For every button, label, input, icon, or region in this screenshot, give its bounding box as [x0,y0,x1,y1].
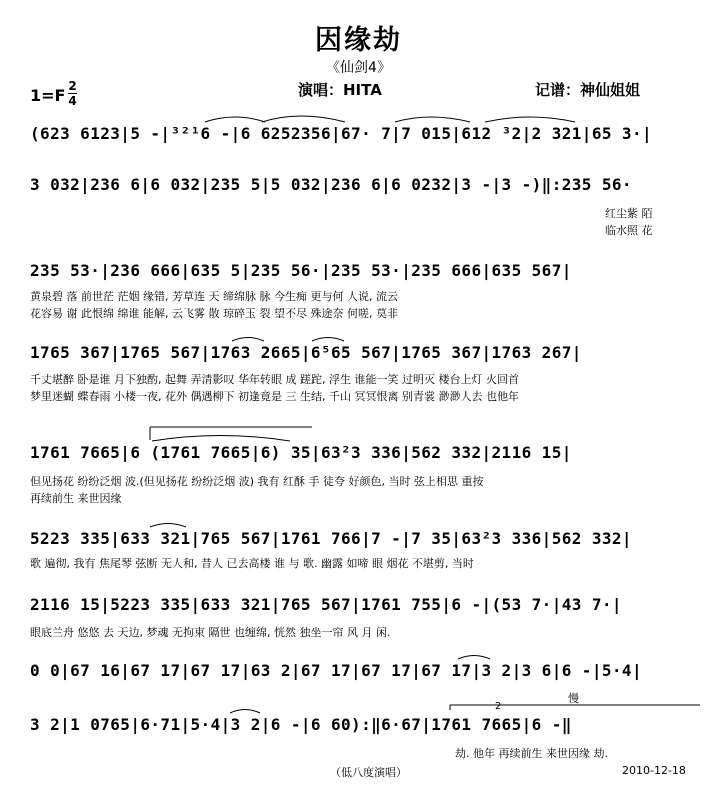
footer-date: 2010-12-18 [622,764,686,777]
time-signature [68,80,77,107]
notation-row-6: 5223 335|633 321|765 567|1761 766|7 -|7 35|63²3 336|562 332| [30,529,632,548]
slur-mark [395,117,470,122]
lyric-row-2-line-1: 红尘紫 陌 [605,207,653,220]
lyric-row-5-line-2: 再续前生 来世因缘 [30,492,122,505]
title: 因缘劫 [315,25,402,56]
notation-row-1: (623 6123|5 -|³²¹6 -|6 6252356|67· 7|7 015|612 ³2|2 321|65 3·| [30,124,653,143]
notation-row-5: 1761 7665|6 (1761 7665|6) 35|63²3 336|562 332|2116 15| [30,443,572,462]
slur-mark [205,117,265,122]
footer-note: （低八度演唱） [330,766,407,779]
slur-mark [152,436,290,442]
notation-row-8: 0 0|67 16|67 17|67 17|63 2|67 17|67 17|67 17|3 2|3 6|6 -|5·4| [30,661,643,680]
subtitle: 《仙剑4》 [326,60,391,76]
notation-row-4: 1765 367|1765 567|1763 2665|6⁵65 567|1765 367|1763 267| [30,343,582,362]
singer: 演唱：HITA [298,81,382,99]
lyric-row-7: 眼底兰舟 悠悠 去 天边, 梦魂 无拘束 隔世 也缠绵, 恍然 独坐一帘 风 月 闲. [30,626,391,639]
slur-mark [150,524,186,528]
lyric-row-6: 歌 遍彻, 我有 焦尾琴 弦断 无人和, 昔人 已去高楼 谁 与 歌. 幽露 如啼 眼 烟花 不堪剪, 当时 [30,557,474,570]
time-signature-top: 2 [68,79,77,93]
notation-row-7: 2116 15|5223 335|633 321|765 567|1761 755|6 -|(53 7·|43 7·| [30,595,622,614]
slur-mark [232,338,264,342]
notation-row-2: 3 032|236 6|6 032|235 5|5 032|236 6|6 0232|3 -|3 -)‖:235 56· [30,175,632,194]
notation-row-9: 3 2|1 0765|6·71|5·4|3 2|6 -|6 60):‖6·67|1761 7665|6 -‖ [30,715,572,734]
slur-mark [230,710,260,714]
slur-mark [262,116,345,122]
tempo-mark: 慢 [568,692,579,705]
lyric-row-9: 劫. 他年 再续前生 来世因缘 劫. [455,747,608,760]
lyric-row-4-line-2: 梦里迷蝴 蝶春雨 小楼一夜, 花外 偶遇柳下 初逢竟是 三 生结, 千山 冥冥恨离 别青裳 渺渺人去 也他年 [30,390,519,403]
lyric-row-5-line-1: 但见扬花 纷纷泛烟 波.(但见扬花 纷纷泛烟 波) 我有 红酥 手 徒夸 好颜色, 当时 弦上相思 重按 [30,475,484,488]
time-signature-bottom: 4 [68,94,77,108]
bracket-line [150,427,312,440]
slur-mark [458,656,490,660]
lyric-row-4-line-1: 千丈堪醉 卧是谁 月下独酌, 起舞 弄清影叹 华年转眼 成 蹉跎, 浮生 谁能一笑 过明灭 楼台上灯 火回首 [30,373,519,386]
notation-row-3: 235 53·|236 666|635 5|235 56·|235 53·|235 666|635 567| [30,261,572,280]
lyric-row-3-line-2: 花容易 谢 此恨绵 绵谁 能解, 云飞雾 散 琼碎玉 裂 望不尽 殊途奈 何嗟, 莫非 [30,307,398,320]
key-signature: 1=F [30,86,66,105]
slur-mark [312,338,344,342]
lyric-row-2-line-2: 临水照 花 [605,224,653,237]
slur-mark [485,117,575,122]
transcriber: 记谱：神仙姐姐 [535,81,641,99]
lyric-row-3-line-1: 黄泉碧 落 前世茫 茫姻 缘错, 芳草连 天 缔绵脉 脉 今生痴 更与何 人说, 流云 [30,290,398,303]
volta-number: 2 [495,701,502,712]
